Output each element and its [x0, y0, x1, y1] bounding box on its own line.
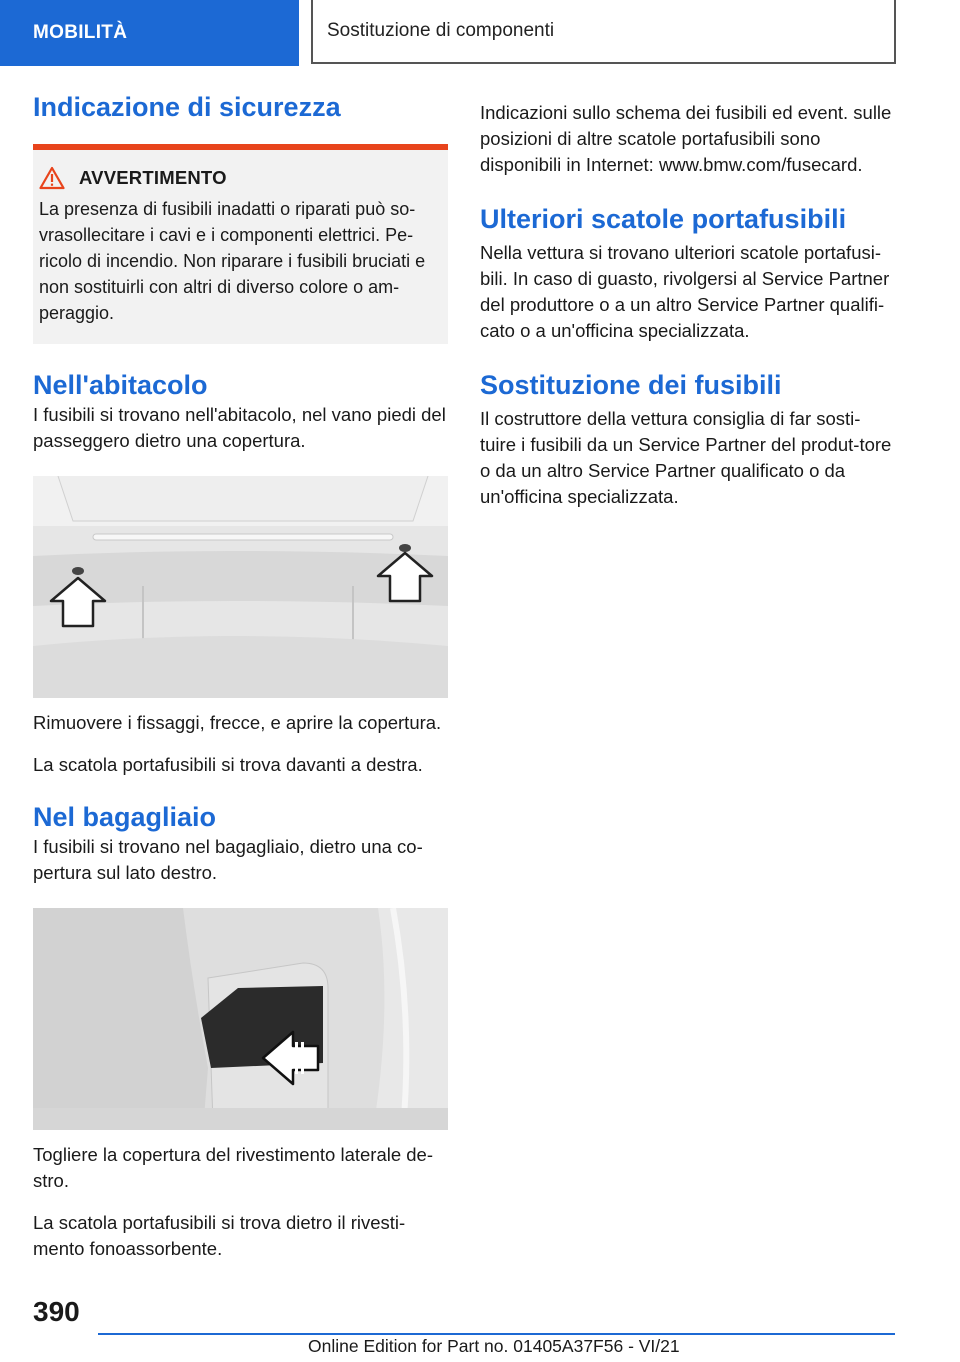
more-fuse-boxes-text: Nella vettura si trovano ulteriori scatole portafusi-bili. In caso di guasto, rivolgersi al Service Partner del produttore o a un altro Service Partner qualifi-cato o a un'officina specializzata.: [480, 242, 890, 341]
warning-title: AVVERTIMENTO: [79, 167, 227, 188]
right-column: [480, 100, 895, 510]
edition-note: Online Edition for Part no. 01405A37F56 - VI/21: [308, 1336, 680, 1356]
warning-box: [33, 144, 448, 344]
cabin-text: I fusibili si trovano nell'abitacolo, nel vano piedi del passeggero dietro una copertura.: [33, 404, 446, 451]
footer-divider: [98, 1333, 895, 1335]
trunk-text: I fusibili si trovano nel bagagliaio, dietro una co-pertura sul lato destro.: [33, 836, 423, 883]
warning-text: La presenza di fusibili inadatti o riparati può so-vrasollecitare i cavi e i componenti elettrici. Pe-ricolo di incendio. Non riparare i fusibili bruciati e non sostituirli con altri di diverso colore o am-peraggio.: [39, 199, 426, 323]
replace-fuses-text: Il costruttore della vettura consiglia di far sosti-tuire i fusibili da un Service Partner del produt-tore o da un altro Service Partner qualificato o da un'officina specializzata.: [480, 408, 892, 507]
chapter-header: [311, 0, 896, 64]
cabin-step: Rimuovere i fissaggi, frecce, e aprire la copertura.: [33, 712, 442, 733]
cabin-heading: Nell'abitacolo: [33, 370, 208, 400]
trunk-heading: Nel bagagliaio: [33, 802, 217, 832]
left-column: [33, 90, 448, 1262]
more-fuse-boxes-heading: Ulteriori scatole portafusibili: [480, 204, 847, 234]
trunk-location: La scatola portafusibili si trova dietro il rivesti-mento fonoassorbente.: [33, 1212, 406, 1259]
section-tab: [0, 0, 299, 66]
fusecard-text: Indicazioni sullo schema dei fusibili ed event. sulle posizioni di altre scatole portafusibili sono disponibili in Internet: www.bmw.com/fusecard.: [480, 102, 892, 175]
page-number: 390: [33, 1296, 80, 1327]
safety-heading: Indicazione di sicurezza: [33, 92, 341, 122]
chapter-title: Sostituzione di componenti: [327, 20, 555, 41]
section-title: MOBILITÀ: [33, 22, 128, 43]
trunk-side-cover-photo: [33, 908, 448, 1130]
cabin-fuse-cover-photo: [33, 476, 448, 698]
cabin-location: La scatola portafusibili si trova davanti a destra.: [33, 754, 423, 775]
trunk-step: Togliere la copertura del rivestimento laterale de-stro.: [33, 1144, 434, 1191]
warning-title-row: [39, 166, 440, 190]
replace-fuses-heading: Sostituzione dei fusibili: [480, 370, 782, 400]
warning-triangle-icon: [39, 166, 65, 190]
